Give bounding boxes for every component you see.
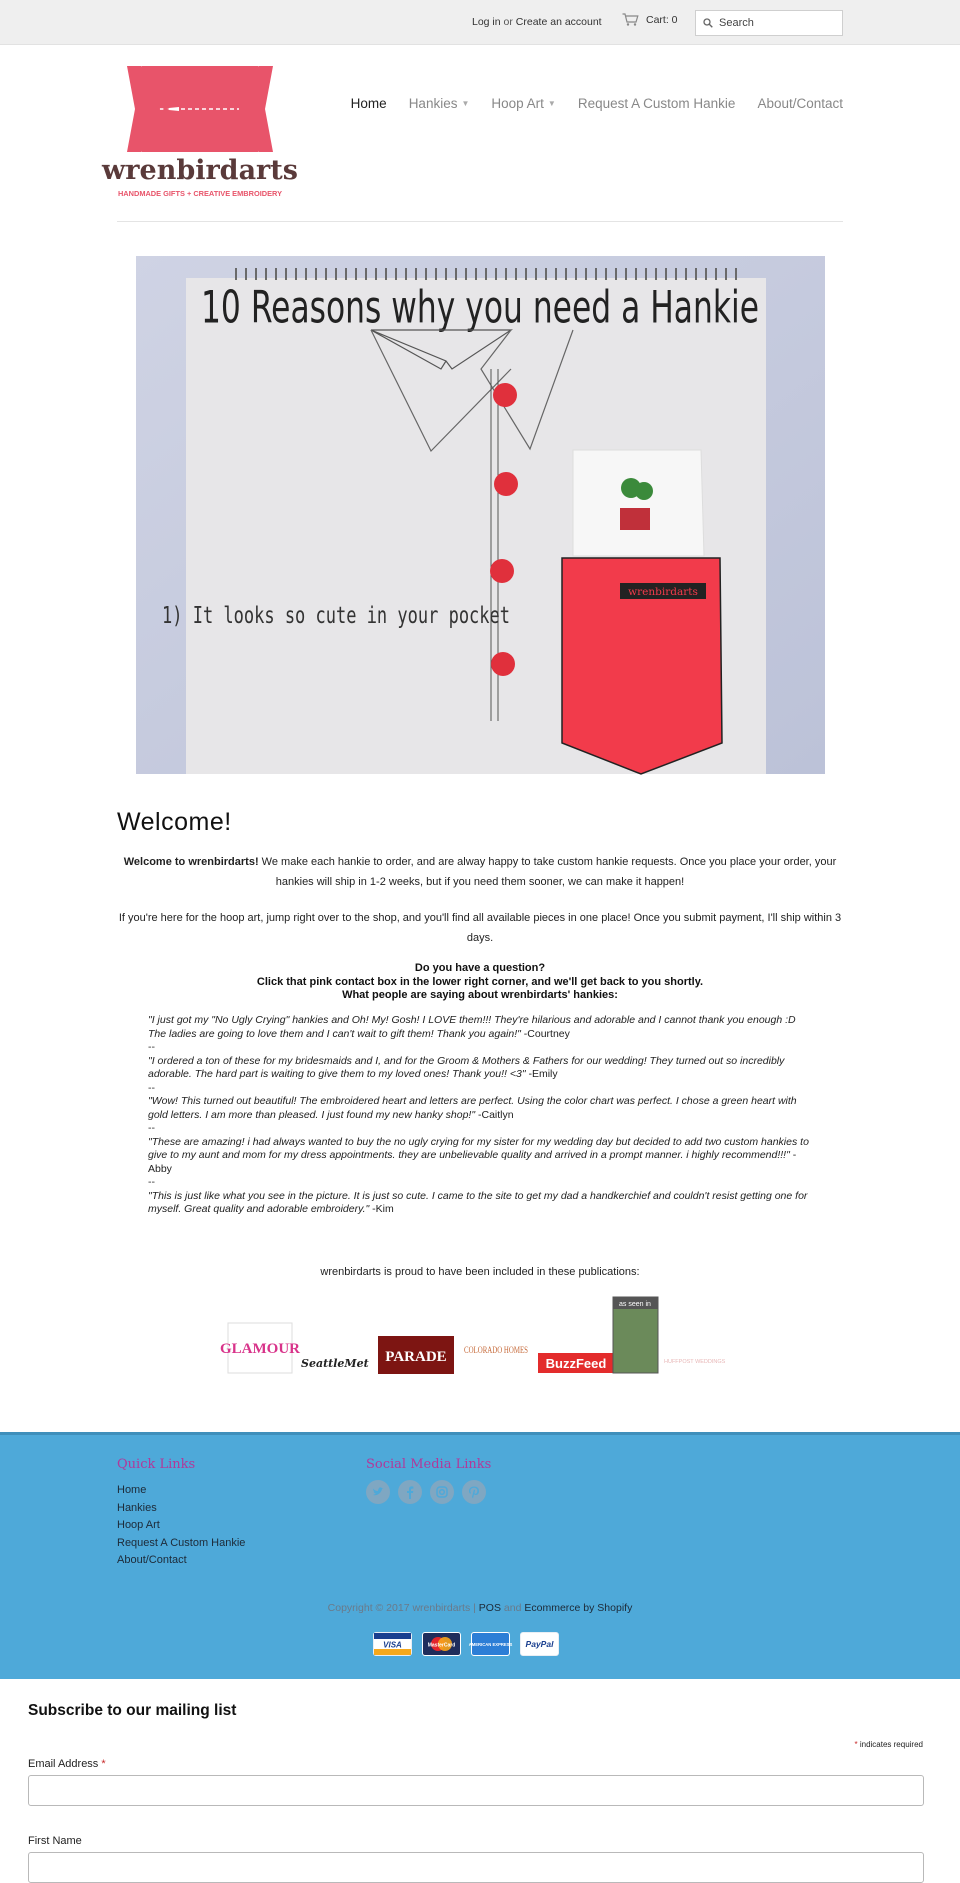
required-text: indicates required xyxy=(857,1740,923,1749)
first-name-label: First Name xyxy=(28,1835,82,1847)
separator: -- xyxy=(148,1081,155,1094)
nav-item-request-custom-hankie[interactable] xyxy=(578,96,736,111)
pocket-tag: wrenbirdarts xyxy=(628,586,698,598)
the-knot-logo xyxy=(613,1297,658,1373)
separator: -- xyxy=(148,1176,155,1188)
question-block xyxy=(117,962,843,1003)
quick-links-title: Quick Links xyxy=(117,1457,196,1472)
nav-item-home[interactable] xyxy=(351,96,387,111)
copyright xyxy=(0,1602,960,1614)
welcome-text: We make each hankie to order, and are alway happy to take custom hankie requests. Once you place your order, your hankies will ship in 1-2 weeks, but if you need them sooner, we can make it happen! xyxy=(258,856,837,888)
glamour-logo xyxy=(220,1323,300,1373)
account-links xyxy=(472,16,602,28)
footer-link-home[interactable]: Home xyxy=(117,1484,147,1496)
parade-logo xyxy=(378,1336,454,1374)
email-label-text: Email Address xyxy=(28,1758,99,1770)
testimonial-author: -Courtney xyxy=(520,1027,570,1040)
instagram-icon[interactable] xyxy=(430,1480,454,1504)
visa-icon xyxy=(373,1632,412,1656)
nav-label: About/Contact xyxy=(757,96,843,111)
hero-image xyxy=(136,256,825,774)
social-media-title: Social Media Links xyxy=(366,1457,492,1472)
header-divider xyxy=(117,221,843,222)
mailing-list-title: Subscribe to our mailing list xyxy=(28,1702,237,1719)
footer-link-hoop-art[interactable]: Hoop Art xyxy=(117,1519,160,1531)
site-logo[interactable] xyxy=(102,66,298,202)
nav-item-hankies[interactable] xyxy=(409,96,470,111)
mastercard-icon xyxy=(422,1632,461,1656)
cart-icon xyxy=(622,13,639,26)
huffpost-weddings-text: HUFFPOST WEDDINGS xyxy=(664,1359,726,1365)
visa-text: VISA xyxy=(383,1640,402,1650)
search-icon xyxy=(703,18,713,28)
pinterest-icon[interactable] xyxy=(462,1480,486,1504)
nav-label: Hoop Art xyxy=(491,96,544,111)
top-bar xyxy=(0,0,960,45)
testimonial-author: -Emily xyxy=(525,1068,558,1080)
testimonial xyxy=(148,1095,814,1122)
search-input[interactable] xyxy=(719,17,829,29)
or-text: or xyxy=(503,16,513,28)
required-star: * xyxy=(854,1740,858,1749)
testimonial-quote: "I just got my "No Ugly Crying" hankies and Oh! My! Gosh! I LOVE them!!! They're hilarious and adorable and I cannot thank you enough :D The ladies are going to love them and I can't wait to gift them! Thank you again!" xyxy=(148,1014,796,1040)
question-line: Do you have a question? xyxy=(414,962,546,974)
colorado-homes-logo xyxy=(464,1346,528,1356)
required-star: * xyxy=(101,1758,106,1770)
parade-text: PARADE xyxy=(385,1349,447,1365)
email-label xyxy=(28,1758,106,1770)
and-text: and xyxy=(503,1602,522,1614)
buzzfeed-logo xyxy=(538,1353,614,1373)
publications-logos xyxy=(220,1297,732,1375)
testimonial-author: -Kim xyxy=(369,1203,394,1215)
as-seen-in-text: as seen in xyxy=(619,1301,651,1308)
login-link[interactable]: Log in xyxy=(472,16,501,28)
site-footer xyxy=(0,1432,960,1679)
welcome-heading: Welcome! xyxy=(117,808,232,836)
seattlemet-text: SeattleMet xyxy=(301,1357,369,1370)
pos-link[interactable]: POS xyxy=(478,1602,501,1614)
logo-tagline: HANDMADE GIFTS + CREATIVE EMBROIDERY xyxy=(117,189,283,198)
paypal-text: PayPal xyxy=(525,1639,554,1649)
nav-label: Request A Custom Hankie xyxy=(577,96,736,111)
create-account-link[interactable]: Create an account xyxy=(515,16,602,28)
quick-links xyxy=(117,1482,245,1570)
footer-link-hankies[interactable]: Hankies xyxy=(117,1501,157,1514)
social-links xyxy=(366,1480,486,1504)
testimonial-quote: "This is just like what you see in the picture. It is just so cute. I came to the site to get my dad a handkerchief and couldn't resist getting one for myself. Great quality and adorable embroidery." xyxy=(148,1189,808,1215)
contact-line: Click that pink contact box in the lower right corner, and we'll get back to you shortly. xyxy=(256,975,704,988)
cart-count: Cart: 0 xyxy=(646,13,678,26)
glamour-text: GLAMOUR xyxy=(220,1341,300,1357)
hoop-art-paragraph: If you're here for the hoop art, jump right over to the shop, and you'll find all available pieces in one place! Once you submit payment, I'll ship within 3 days. xyxy=(118,912,842,944)
nav-label: Home xyxy=(350,96,387,111)
nav-item-about-contact[interactable] xyxy=(757,96,843,111)
testimonial xyxy=(148,1014,814,1041)
welcome-paragraph xyxy=(117,852,843,892)
separator: -- xyxy=(148,1122,155,1134)
nav-label: Hankies xyxy=(408,96,458,111)
email-field[interactable] xyxy=(28,1775,924,1806)
main-nav xyxy=(340,96,843,111)
amex-icon xyxy=(468,1632,513,1656)
chevron-down-icon: ▼ xyxy=(547,99,556,108)
nav-item-hoop-art[interactable] xyxy=(491,96,555,111)
testimonial-author: -Caitlyn xyxy=(475,1108,514,1121)
first-name-field[interactable] xyxy=(28,1852,924,1883)
footer-link-about-contact[interactable]: About/Contact xyxy=(117,1554,187,1566)
hero-reason: 1) It looks so cute in your pocket xyxy=(162,603,510,629)
testimonial-author: -Abby xyxy=(148,1149,797,1175)
testimonial-quote: "I ordered a ton of these for my bridesmaids and I, and for the Groom & Mothers & Fathers for our wedding! They turned out so incredibly adorable. The hard part is waiting to give them to my loved ones! Thank you!! <3" xyxy=(148,1054,785,1080)
testimonial xyxy=(148,1190,814,1217)
colorado-homes-text: COLORADO HOMES xyxy=(464,1346,528,1356)
seattlemet-logo xyxy=(301,1357,369,1370)
publications-title: wrenbirdarts is proud to have been included in these publications: xyxy=(320,1266,640,1278)
payment-methods xyxy=(373,1632,559,1656)
huffpost-weddings-logo xyxy=(664,1359,726,1365)
testimonial xyxy=(148,1055,814,1082)
testimonial xyxy=(148,1136,814,1177)
chevron-down-icon: ▼ xyxy=(461,99,470,108)
search-box xyxy=(695,10,843,36)
facebook-icon[interactable] xyxy=(398,1480,422,1504)
cart-link[interactable] xyxy=(622,13,678,26)
shopify-link[interactable]: Ecommerce by Shopify xyxy=(524,1602,633,1614)
buzzfeed-text: BuzzFeed xyxy=(545,1356,607,1371)
footer-link-request-custom-hankie[interactable]: Request A Custom Hankie xyxy=(117,1536,246,1549)
twitter-icon[interactable] xyxy=(366,1480,390,1504)
testimonial-quote: "These are amazing! i had always wanted to buy the no ugly crying for my sister for my wedding day but decided to add two custom hankies to give to my aunt and mom for my dress appointments. they are unbelievable quality and arrived in a prompt manner. i highly recommend!!!" xyxy=(148,1135,809,1161)
hero-title: 10 Reasons why you need a Hankie xyxy=(201,281,759,334)
paypal-icon xyxy=(520,1632,559,1656)
separator: -- xyxy=(148,1041,155,1053)
amex-text: AMERICAN EXPRESS xyxy=(468,1642,513,1647)
mastercard-text: MasterCard xyxy=(427,1642,456,1649)
required-note xyxy=(700,1740,923,1749)
testimonial-quote: "Wow! This turned out beautiful! The embroidered heart and letters are perfect. Using the color chart was perfect. I chose a green heart with gold letters. I am more than pleased. I just found my new hanky shop!" xyxy=(148,1095,797,1121)
testimonials-heading: What people are saying about wrenbirdarts' hankies: xyxy=(342,989,618,1001)
logo-wordmark: wrenbirdarts xyxy=(102,155,298,186)
welcome-bold: Welcome to wrenbirdarts! xyxy=(123,856,259,868)
copyright-text: Copyright © 2017 wrenbirdarts | xyxy=(327,1602,476,1614)
testimonials xyxy=(148,1014,814,1217)
